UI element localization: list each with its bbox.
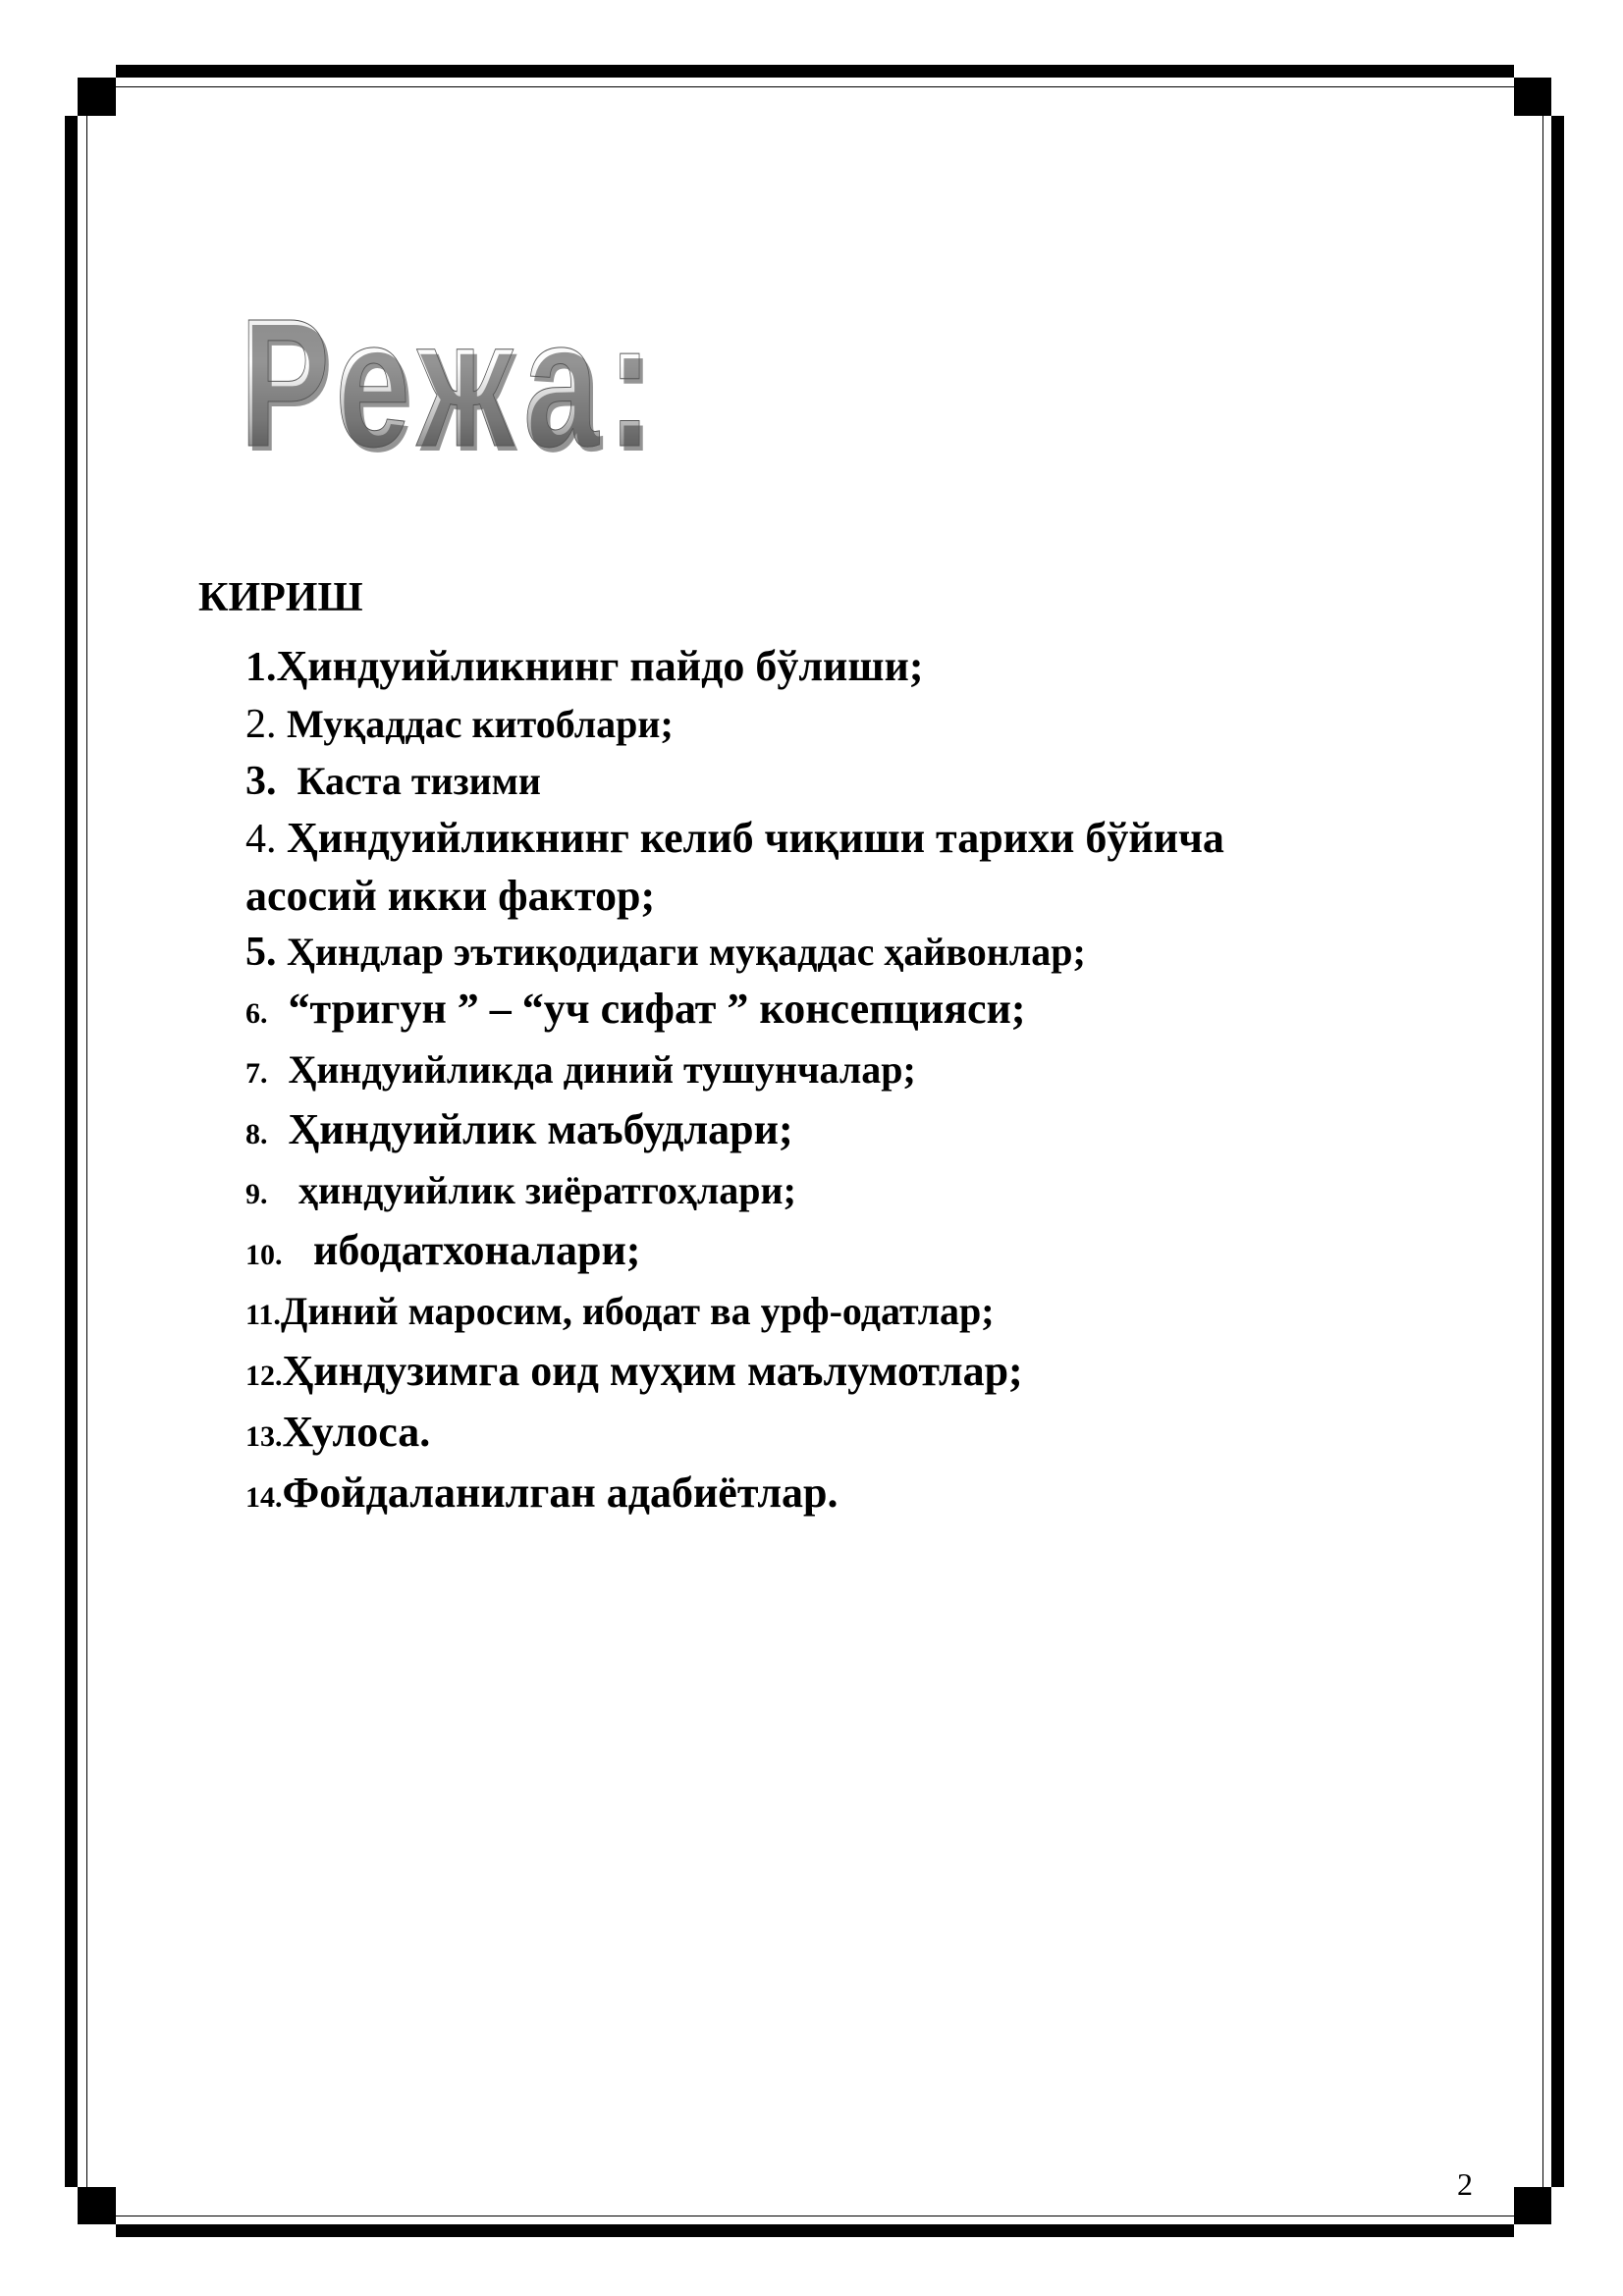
frame-bottom-bar [116, 2224, 1514, 2237]
plan-item-10 [245, 1222, 1404, 1283]
plan-item-9 [245, 1162, 1404, 1222]
plan-item-text: ибодатхоналари; [313, 1226, 641, 1274]
plan-item-number: 11. [245, 1299, 281, 1331]
plan-item-text: Ҳиндуийлик маъбудлари; [288, 1105, 793, 1153]
plan-item-number: 14. [245, 1481, 283, 1514]
plan-item-text: Ҳиндузимга оид муҳим маълумотлар; [282, 1347, 1023, 1395]
frame-top-bar [116, 65, 1514, 78]
plan-item-11 [245, 1283, 1404, 1343]
plan-item-text: Ҳиндуийликда диний тушунчалар; [288, 1047, 916, 1092]
plan-item-14 [245, 1465, 1404, 1525]
plan-item-text: ҳиндуийлик зиёратгоҳлари; [298, 1168, 796, 1212]
plan-item-number: 7. [245, 1057, 268, 1090]
plan-item-number: 3. [245, 759, 277, 804]
frame-left-bar [65, 116, 78, 2187]
intro-heading: КИРИШ [198, 575, 363, 620]
plan-item-text: Ҳиндуийликнинг пайдо бўлиши; [276, 642, 924, 690]
plan-item-13 [245, 1404, 1404, 1465]
plan-item-1 [245, 638, 1404, 696]
plan-list [245, 638, 1404, 1525]
plan-item-text-continuation: асосий икки фактор; [245, 872, 656, 920]
plan-item-3 [245, 753, 1404, 810]
frame-right-bar [1551, 116, 1564, 2187]
plan-item-number: 5. [245, 930, 277, 975]
plan-item-text: Муқаддас китоблари; [287, 702, 674, 746]
plan-item-number: 12. [245, 1360, 283, 1392]
plan-item-text: Диний маросим, ибодат ва урф-одатлар; [280, 1289, 995, 1333]
plan-item-7 [245, 1041, 1404, 1101]
plan-item-number: 2. [245, 702, 277, 747]
plan-title [240, 282, 809, 485]
plan-item-text: Ҳиндлар эътиқодидаги муқаддас ҳайвонлар; [287, 930, 1086, 974]
plan-item-text: “тригун ” – “уч сифат ” консепцияси; [288, 985, 1026, 1033]
plan-title-text: Режа: [240, 282, 662, 485]
plan-item-5 [245, 924, 1404, 981]
plan-item-8 [245, 1101, 1404, 1162]
plan-item-12 [245, 1343, 1404, 1404]
plan-item-number: 1. [245, 645, 277, 690]
plan-item-text: Каста тизими [297, 759, 541, 803]
plan-item-number: 6. [245, 997, 268, 1030]
plan-item-2 [245, 696, 1404, 753]
plan-item-number: 13. [245, 1420, 283, 1453]
plan-item-6 [245, 981, 1404, 1041]
plan-item-number: 10. [245, 1239, 283, 1271]
plan-item-text: Хулоса. [282, 1408, 431, 1456]
plan-item-number: 8. [245, 1118, 268, 1150]
page-number: 2 [1457, 2166, 1473, 2202]
plan-item-number: 4. [245, 817, 277, 862]
plan-item-text: Фойдаланилган адабиётлар. [282, 1468, 839, 1517]
plan-item-text: Ҳиндуийликнинг келиб чиқиши тарихи бўйича [287, 814, 1224, 862]
plan-item-number: 9. [245, 1178, 268, 1210]
plan-item-4 [245, 810, 1404, 924]
